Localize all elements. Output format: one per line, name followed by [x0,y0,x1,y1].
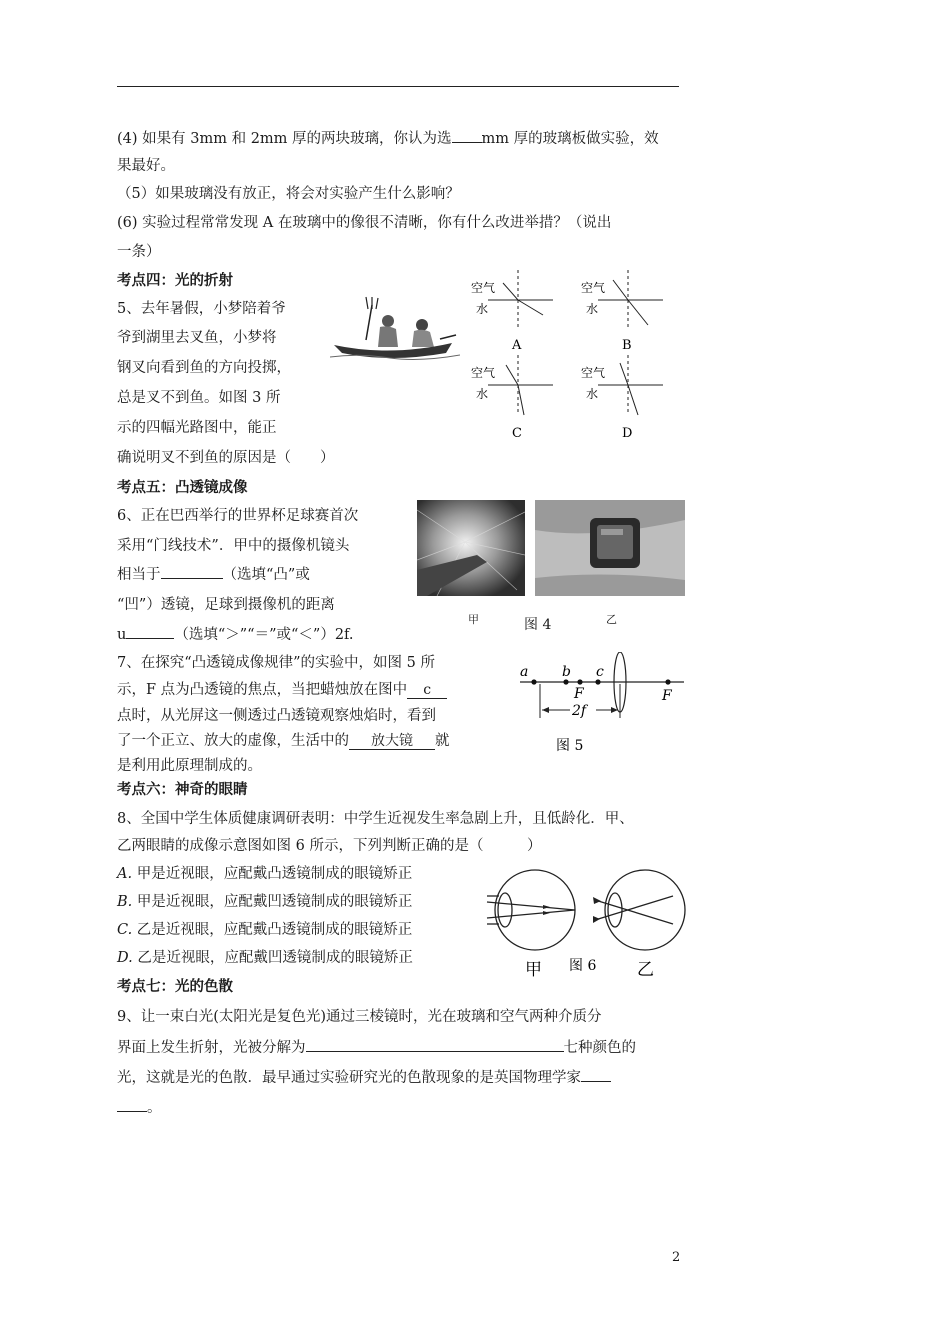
q8-option-d: D. 乙是近视眼，应配戴凹透镜制成的眼镜矫正 [117,950,413,966]
q5-line: 5、去年暑假，小梦陪着爷 [117,301,286,317]
focus-left-label: F [574,686,584,702]
q9-line3: 光，这就是光的色散．最早通过实验研究光的色散现象的是英国物理学家 [117,1070,611,1086]
q9-line4: 。 [117,1100,162,1116]
eye-yi [595,870,685,950]
fig6-label-jia: 甲 [525,960,542,980]
q9-line1: 9、让一束白光(太阳光是复色光)通过三棱镜时，光在玻璃和空气两种介质分 [117,1009,602,1025]
q5-line: 爷到湖里去叉鱼，小梦将 [117,330,277,346]
fig6-eye-diagrams [483,860,698,980]
q6-line: 6、正在巴西举行的世界杯足球赛首次 [117,508,359,524]
q7-line5: 是利用此原理制成的。 [117,758,262,774]
fig5-caption: 图 5 [556,738,584,754]
diagram-label: C [512,426,522,441]
goal-line-camera-photo [417,500,525,596]
q9-line2: 界面上发生折射，光被分解为 七种颜色的 [117,1040,636,1056]
q7-line3: 点时，从光屏这一侧透过凸透镜观察烛焰时，看到 [117,708,436,724]
refraction-diagrams [468,265,688,445]
air-label: 空气 [581,366,606,380]
fig4-label-jia: 甲 [468,613,479,626]
diagram-d [598,355,663,415]
diagram-label: B [622,338,632,353]
diagram-c [488,355,553,415]
q6-line5: u （选填“＞”“＝”或“＜”）2f. [117,627,354,643]
water-label: 水 [586,302,599,316]
header-rule [117,86,679,87]
fig4-caption: 图 4 [524,617,552,633]
q8-option-a: A. 甲是近视眼，应配戴凸透镜制成的眼镜矫正 [117,866,413,882]
eye-jia [487,870,575,950]
air-label: 空气 [471,281,496,295]
kp4-title: 考点四：光的折射 [117,273,233,289]
point-a-label: a [520,664,529,680]
water-label: 水 [476,302,489,316]
air-label: 空气 [471,366,496,380]
air-label: 空气 [581,281,606,295]
diagram-a [488,270,553,330]
q6-glass-line1: (6) 实验过程常常发现 A 在玻璃中的像很不清晰，你有什么改进举措？（说出 [117,215,612,231]
diagram-label: A [512,338,522,353]
diagram-label: D [622,426,633,441]
water-label: 水 [476,387,489,401]
q5-glass-question: （5）如果玻璃没有放正，将会对实验产生什么影响？ [117,186,460,202]
q7-line1: 7、在探究“凸透镜成像规律”的实验中，如图 5 所 [117,655,435,671]
point-b-label: b [562,664,571,680]
kp7-title: 考点七：光的色散 [117,979,233,995]
q5-line: 钢叉向看到鱼的方向投掷， [117,360,291,376]
q6-line4: “凹”）透镜，足球到摄像机的距离 [117,597,335,613]
q8-option-c: C. 乙是近视眼，应配戴凸透镜制成的眼镜矫正 [117,922,413,938]
q7-answer-c: c [407,682,447,699]
q4-line1: (4) 如果有 3mm 和 2mm 厚的两块玻璃，你认为选 mm 厚的玻璃板做实验，效 [117,131,659,147]
water-label: 水 [586,387,599,401]
kp5-title: 考点五：凸透镜成像 [117,480,248,496]
q8-option-b: B. 甲是近视眼，应配戴凹透镜制成的眼镜矫正 [117,894,413,910]
q6-glass-line2: 一条） [117,244,161,260]
focus-right-label: F [662,688,672,704]
q6-line3: 相当于 （选填“凸”或 [117,567,310,583]
q5-line: 示的四幅光路图中，能正 [117,420,277,436]
q5-line: 总是叉不到鱼。如图 3 所 [117,390,281,406]
smartwatch-photo [535,500,685,596]
q8-line1: 8、全国中学生体质健康调研表明：中学生近视发生率急剧上升，且低龄化．甲、 [117,811,634,827]
q5-line: 确说明叉不到鱼的原因是（ ） [117,450,335,466]
q4-line2: 果最好。 [117,158,175,174]
q7-line2: 示，F 点为凸透镜的焦点，当把蜡烛放在图中 c [117,682,447,699]
fig5-lens-diagram [512,652,692,762]
fishing-boat-illustration [330,295,460,365]
two-f-label: 2f [572,703,587,719]
q8-line2: 乙两眼睛的成像示意图如图 6 所示，下列判断正确的是（ ） [117,838,542,854]
kp6-title: 考点六：神奇的眼睛 [117,782,248,798]
fig4-label-yi: 乙 [606,613,617,626]
point-c-label: c [596,664,604,680]
fig6-caption: 图 6 [569,958,597,974]
fig6-label-yi: 乙 [637,960,654,980]
q7-line4: 了一个正立、放大的虚像，生活中的 放大镜 就 [117,733,450,749]
q7-answer-magnifier: 放大镜 [349,733,435,750]
q6-line: 采用“门线技术”．甲中的摄像机镜头 [117,538,350,554]
diagram-b [598,270,663,330]
page-number: 2 [672,1250,681,1265]
